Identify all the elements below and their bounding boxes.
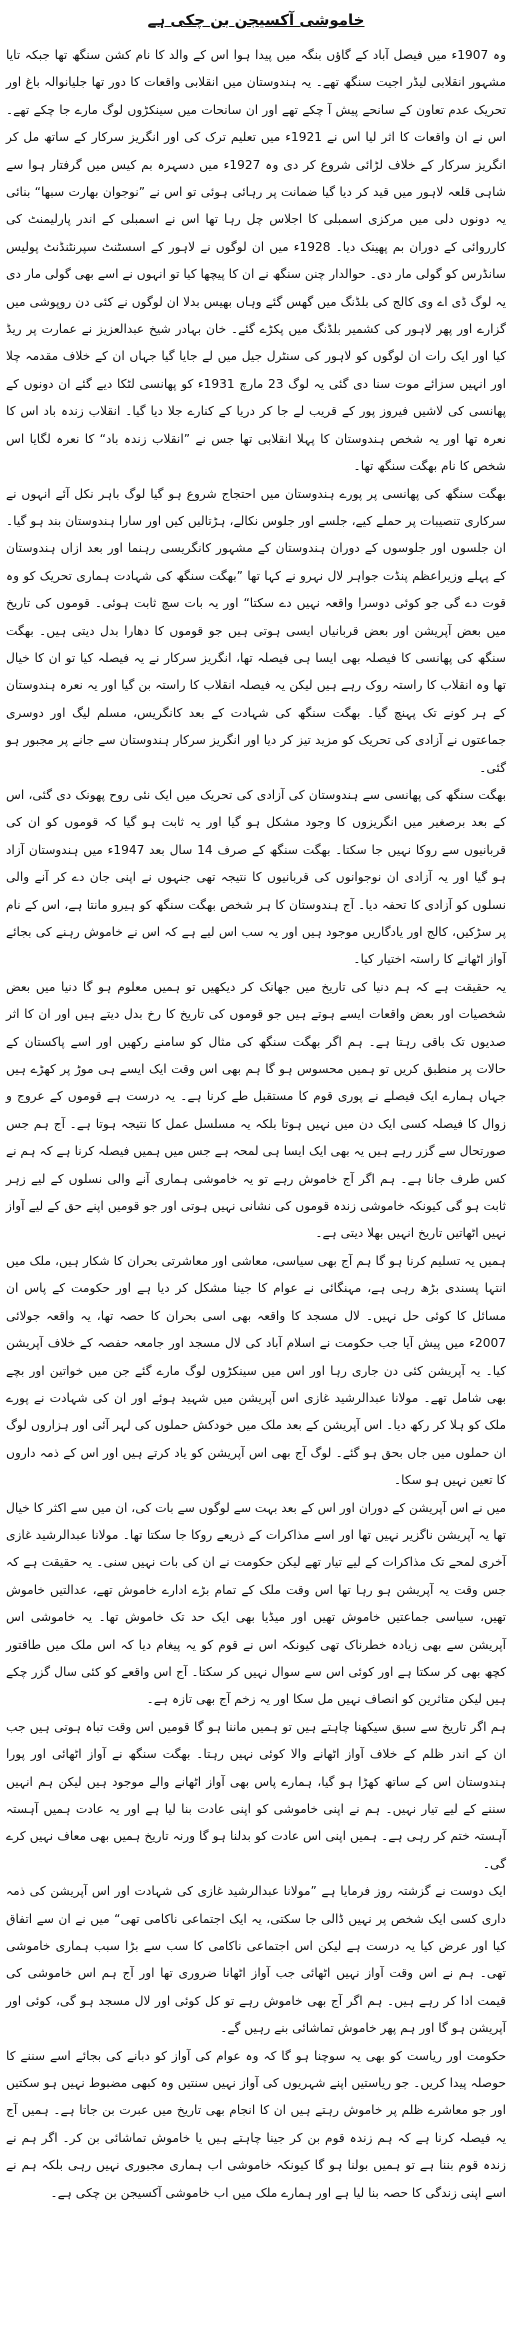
article-paragraph: میں نے اس آپریشن کے دوران اور اس کے بعد بہت سے لوگوں سے بات کی، ان میں سے اکثر کا خیال تھا یہ آپریشن ناگزیر نہیں تھا اور اسے مذاکرات کے ذریعے روکا جا سکتا تھا۔ مولانا عبدالرشید غازی آخری لمحے تک مذاکرات کے لیے تیار تھے لیکن حکومت نے ان کی بات نہیں سنی۔ یہ حقیقت ہے کہ جس وقت یہ آپریشن ہو رہا تھا اس وقت ملک کے تمام بڑے ادارے خاموش تھے، عدالتیں خاموش تھیں، سیاسی جماعتیں خاموش تھیں اور میڈیا بھی ایک حد تک خاموش تھا۔ یہ خاموشی اس آپریشن سے بھی زیادہ خطرناک تھی کیونکہ اس نے قوم کو یہ پیغام دیا کہ اس ملک میں طاقتور کچھ بھی کر سکتا ہے اور کوئی اس سے سوال نہیں کر سکتا۔ آج اس واقعے کو کئی سال گزر چکے ہیں لیکن متاثرین کو انصاف نہیں مل سکا اور یہ زخم آج بھی تازہ ہے۔	[6, 1500, 506, 1707]
article-body	[6, 42, 506, 2207]
article-paragraph: ایک دوست نے گزشتہ روز فرمایا ہے ”مولانا عبدالرشید غازی کی شہادت اور اس آپریشن کی ذمہ داری کسی ایک شخص پر نہیں ڈالی جا سکتی، یہ ایک اجتماعی ناکامی تھی“ میں نے ان سے اتفاق کیا اور عرض کیا یہ درست ہے لیکن اس اجتماعی ناکامی کا سب سے بڑا سبب ہماری خاموشی تھی۔ ہم نے اس وقت آواز نہیں اٹھائی جب آواز اٹھانا ضروری تھا اور آج ہم اس خاموشی کی قیمت ادا کر رہے ہیں۔ ہم اگر آج بھی خاموش رہے تو کل کوئی اور لال مسجد ہو گی، کوئی اور آپریشن ہو گا اور ہم پھر خاموش تماشائی بنے رہیں گے۔	[6, 1884, 506, 2036]
article-paragraph: وہ 1907ء میں فیصل آباد کے گاؤں بنگہ میں پیدا ہوا اس کے والد کا نام کشن سنگھ تھا جبکہ تایا مشہور انقلابی لیڈر اجیت سنگھ تھے۔ یہ ہندوستان میں انقلابی واقعات کا دور تھا جلیانوالہ باغ اور تحریک عدم تعاون کے سانحے پیش آ چکے تھے اور ان سانحات میں سینکڑوں لوگ مارے جا چکے تھے۔ اس نے ان واقعات کا اثر لیا اس نے 1921ء میں تعلیم ترک کی اور انگریز سرکار کے ساتھ مل کر انگریز سرکار کے خلاف لڑائی شروع کر دی وہ 1927ء میں دسہرہ بم کیس میں گرفتار ہوا سے شاہی قلعہ لاہور میں قید کر دیا گیا ضمانت پر رہائی ہوئی تو اس نے ”نوجوان بھارت سبھا“ بنائی یہ دونوں دلی میں مرکزی اسمبلی کا اجلاس چل رہا تھا اس نے اسمبلی کے اندر پارلیمنٹ کی کارروائی کے دوران بم پھینک دیا۔ 1928ء میں ان لوگوں نے لاہور کے اسسٹنٹ سپرنٹنڈنٹ پولیس سانڈرس کو گولی مار دی۔ حوالدار چنن سنگھ نے ان کا پیچھا کیا تو انہوں نے اسے بھی گولی مار دی یہ لوگ ڈی اے وی کالج کی بلڈنگ میں گھس گئے وہاں بھیس بدلا ان لوگوں نے کئی دن روپوشی میں گزارے اور پھر لاہور کی کشمیر بلڈنگ میں پکڑے گئے۔ خان بہادر شیخ عبدالعزیز نے عمارت پر ریڈ کیا اور ایک رات ان لوگوں کو لاہور کی سنٹرل جیل میں لے جایا گیا جہاں ان کے خلاف مقدمہ چلا اور انہیں سزائے موت سنا دی گئی یہ لوگ 23 مارچ 1931ء کو پھانسی لٹکا دیے گئے ان دونوں کے پھانسی کی لاشیں فیروز پور کے قریب لے جا کر دریا کے کنارے جلا دیا گیا۔ انقلاب زندہ باد اس کا نعرہ تھا اور یہ شخص ہندوستان کا پہلا انقلابی تھا جس نے ”انقلاب زندہ باد“ کا نعرہ لگایا اس شخص کا نام بھگت سنگھ تھا۔	[6, 48, 507, 474]
article-paragraph: حکومت اور ریاست کو بھی یہ سوچنا ہو گا کہ وہ عوام کی آواز کو دبانے کی بجائے اسے سننے کا حوصلہ پیدا کریں۔ جو ریاستیں اپنے شہریوں کی آواز نہیں سنتیں وہ کبھی مضبوط نہیں ہو سکتیں اور جو معاشرے ظلم پر خاموش رہتے ہیں ان کا انجام بھی تاریخ میں عبرت بن جاتا ہے۔ ہمیں آج یہ فیصلہ کرنا ہے کہ ہم زندہ قوم بن کر جینا چاہتے ہیں یا خاموش تماشائی بن کر۔ اگر ہم نے زندہ قوم بننا ہے تو ہمیں بولنا ہو گا کیونکہ خاموشی اب ہماری مجبوری نہیں رہی بلکہ ہم نے اسے اپنی زندگی کا حصہ بنا لیا ہے اور ہمارے ملک میں اب خاموشی آکسیجن بن چکی ہے۔	[6, 2048, 506, 2200]
article-paragraph: ہم اگر تاریخ سے سبق سیکھنا چاہتے ہیں تو ہمیں ماننا ہو گا قومیں اس وقت تباہ ہوتی ہیں جب ان کے اندر ظلم کے خلاف آواز اٹھانے والا کوئی نہیں رہتا۔ بھگت سنگھ نے آواز اٹھائی اور پورا ہندوستان اس کے ساتھ کھڑا ہو گیا، ہمارے پاس بھی آواز اٹھانے والے موجود ہیں لیکن ہم انہیں سننے کے لیے تیار نہیں۔ ہم نے اپنی خاموشی کو اپنی عادت بنا لیا ہے اور یہ عادت ہمیں آہستہ آہستہ ختم کر رہی ہے۔ ہمیں اپنی اس عادت کو بدلنا ہو گا ورنہ تاریخ ہمیں بھی معاف نہیں کرے گی۔	[6, 1719, 506, 1871]
article-paragraph: یہ حقیقت ہے کہ ہم دنیا کی تاریخ میں جھانک کر دیکھیں تو ہمیں معلوم ہو گا دنیا میں بعض شخصیات اور بعض واقعات ایسے ہوتے ہیں جو قوموں کی تاریخ کا رخ بدل دیتے ہیں اور ان کا اثر صدیوں تک باقی رہتا ہے۔ ہم اگر بھگت سنگھ کی مثال کو سامنے رکھیں اور اسے پاکستان کے حالات پر منطبق کریں تو ہمیں محسوس ہو گا ہم بھی اس وقت ایک ایسے ہی موڑ پر کھڑے ہیں جہاں ہمارے ایک فیصلے نے پوری قوم کا مستقبل طے کرنا ہے۔ یہ درست ہے قوموں کے عروج و زوال کا فیصلہ کسی ایک دن میں نہیں ہوتا بلکہ یہ مسلسل عمل کا نتیجہ ہوتا ہے۔ آج ہم جس صورتحال سے گزر رہے ہیں یہ بھی ایک ایسا ہی لمحہ ہے جس میں ہمیں فیصلہ کرنا ہے کہ ہم نے کس طرف جانا ہے۔ ہم اگر آج خاموش رہے تو یہ خاموشی ہماری آنے والی نسلوں کے لیے زہر ثابت ہو گی کیونکہ خاموشی زندہ قوموں کی نشانی نہیں ہوتی اور جو قومیں اپنے حق کے لیے آواز نہیں اٹھاتیں تاریخ انہیں بھلا دیتی ہے۔	[6, 979, 506, 1241]
article-paragraph: بھگت سنگھ کی پھانسی پر پورے ہندوستان میں احتجاج شروع ہو گیا لوگ باہر نکل آئے انہوں نے سرکاری تنصیبات پر حملے کیے، جلسے اور جلوس نکالے، ہڑتالیں کیں اور سارا ہندوستان بند ہو گیا۔ ان جلسوں اور جلوسوں کے دوران ہندوستان کے مشہور کانگریسی رہنما اور بعد ازاں ہندوستان کے پہلے وزیراعظم پنڈت جواہر لال نہرو نے کہا تھا ”بھگت سنگھ کی شہادت ہماری تحریک کو وہ قوت دے گی جو کوئی دوسرا واقعہ نہیں دے سکتا“ اور یہ بات سچ ثابت ہوئی۔ قوموں کی تاریخ میں بعض آپریشن اور بعض قربانیاں ایسی ہوتی ہیں جو قوموں کا دھارا بدل دیتی ہیں۔ بھگت سنگھ کی پھانسی کا فیصلہ بھی ایسا ہی فیصلہ تھا، انگریز سرکار نے یہ فیصلہ کیا تو ان کا خیال تھا وہ انقلاب کا راستہ روک رہے ہیں لیکن یہ فیصلہ انقلاب کا راستہ بن گیا اور یہ نعرہ ہندوستان کے ہر کونے تک پہنچ گیا۔ بھگت سنگھ کی شہادت کے بعد کانگریس، مسلم لیگ اور دوسری جماعتوں نے آزادی کی تحریک کو مزید تیز کر دیا اور انگریز سرکار ہندوستان سے جانے پر مجبور ہو گئی۔	[6, 486, 506, 775]
article-paragraph: ہمیں یہ تسلیم کرنا ہو گا ہم آج بھی سیاسی، معاشی اور معاشرتی بحران کا شکار ہیں، ملک میں انتہا پسندی بڑھ رہی ہے، مہنگائی نے عوام کا جینا مشکل کر دیا ہے اور حکومت کے پاس ان مسائل کا کوئی حل نہیں۔ لال مسجد کا واقعہ بھی اسی بحران کا حصہ تھا، یہ واقعہ جولائی 2007ء میں پیش آیا جب حکومت نے اسلام آباد کی لال مسجد اور جامعہ حفصہ کے خلاف آپریشن کیا۔ یہ آپریشن کئی دن جاری رہا اور اس میں سینکڑوں لوگ مارے گئے جن میں خواتین اور بچے بھی شامل تھے۔ مولانا عبدالرشید غازی اس آپریشن میں شہید ہوئے اور ان کی شہادت نے پورے ملک کو ہلا کر رکھ دیا۔ اس آپریشن کے بعد ملک میں خودکش حملوں کی لہر آئی اور ہزاروں لوگ ان حملوں میں جاں بحق ہو گئے۔ لوگ آج بھی اس آپریشن کو یاد کرتے ہیں اور اس کے ذمہ داروں کا تعین نہیں ہو سکا۔	[6, 1253, 506, 1488]
article-paragraph: بھگت سنگھ کی پھانسی سے ہندوستان کی آزادی کی تحریک میں ایک نئی روح پھونک دی گئی، اس کے بعد برصغیر میں انگریزوں کا وجود مشکل ہو گیا اور یہ ثابت ہو گیا کہ قوموں کو ان کی قربانیوں سے روکا نہیں جا سکتا۔ بھگت سنگھ کے صرف 14 سال بعد 1947ء میں ہندوستان آزاد ہو گیا اور یہ آزادی ان نوجوانوں کی قربانیوں کا نتیجہ تھی جنہوں نے اپنی جان دے کر آنے والی نسلوں کو آزادی کا تحفہ دیا۔ آج ہندوستان کا ہر شخص بھگت سنگھ کو ہیرو مانتا ہے، اس کے نام پر سڑکیں، کالج اور یادگاریں موجود ہیں اور یہ سب اس لیے ہے کہ اس نے خاموش رہنے کی بجائے آواز اٹھانے کا راستہ اختیار کیا۔	[6, 787, 507, 967]
article-title: خاموشی آکسیجن بن چکی ہے	[147, 11, 365, 29]
